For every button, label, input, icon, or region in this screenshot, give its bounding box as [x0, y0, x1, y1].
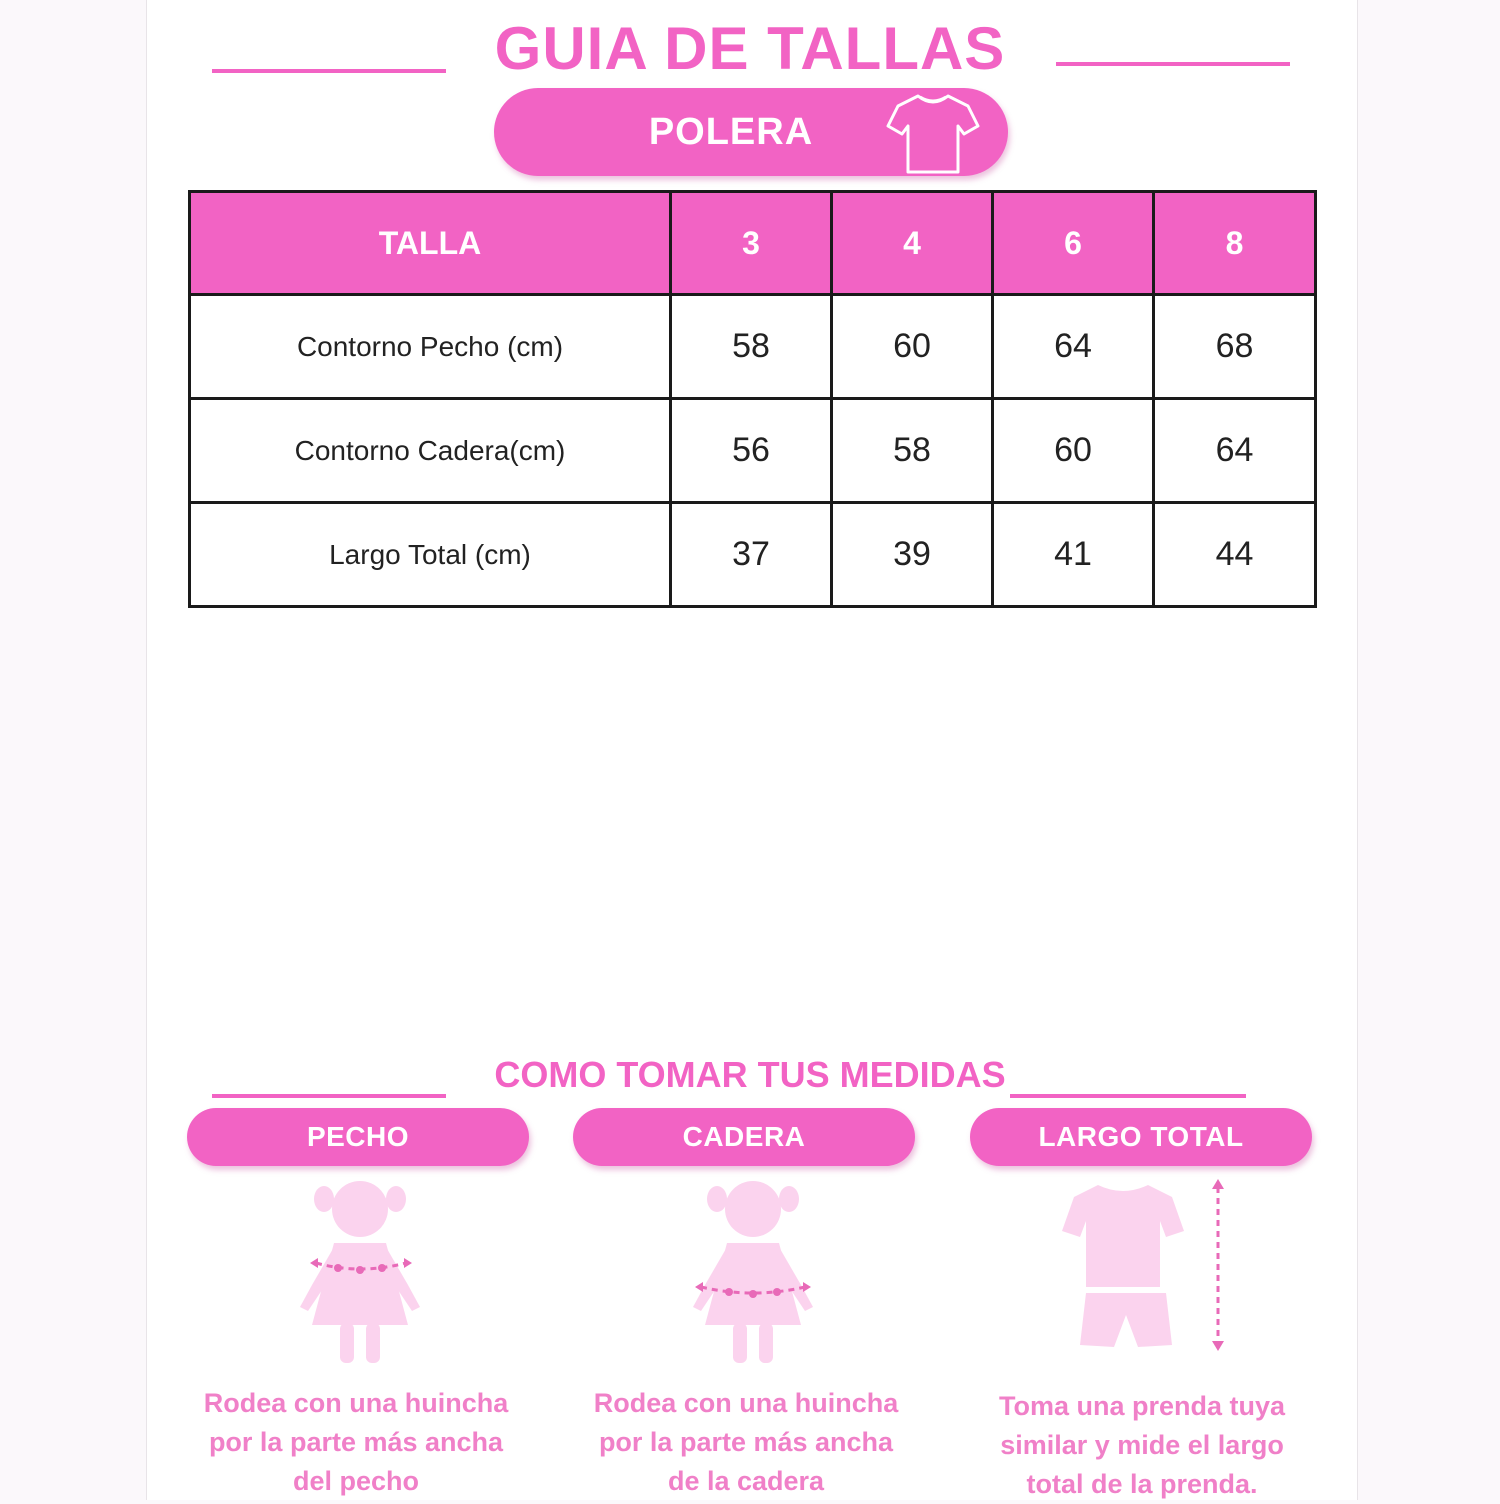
table-cell: 64	[1154, 399, 1316, 503]
table-cell: 68	[1154, 295, 1316, 399]
caption-line: por la parte más ancha	[208, 1427, 504, 1457]
table-cell: 44	[1154, 503, 1316, 607]
table-cell: 39	[832, 503, 993, 607]
measure-label-pecho: PECHO	[187, 1108, 529, 1166]
caption-line: Rodea con una huincha	[593, 1388, 899, 1418]
caption-cadera	[566, 1384, 926, 1501]
caption-line: similar y mide el largo	[1000, 1430, 1284, 1460]
table-cell: 60	[993, 399, 1154, 503]
table-cell: 64	[993, 295, 1154, 399]
caption-line: total de la prenda.	[1026, 1469, 1258, 1499]
caption-line: Toma una prenda tuya	[998, 1391, 1286, 1421]
table-cell: 37	[671, 503, 832, 607]
table-cell: 58	[832, 399, 993, 503]
page-title: GUIA DE TALLAS	[494, 15, 1006, 82]
table-cell: 60	[832, 295, 993, 399]
tshirt-icon	[884, 90, 980, 176]
size-header-row	[190, 192, 1316, 295]
caption-line: de la cadera	[667, 1466, 825, 1496]
section-rule-right	[1010, 1094, 1246, 1098]
caption-pecho	[176, 1384, 536, 1501]
size-header-cell: 3	[671, 192, 832, 295]
measure-label-largo: LARGO TOTAL	[970, 1108, 1312, 1166]
size-header-label: TALLA	[190, 192, 671, 295]
table-cell: 58	[671, 295, 832, 399]
size-header-cell: 8	[1154, 192, 1316, 295]
table-cell: 56	[671, 399, 832, 503]
garment-banner	[494, 88, 1008, 176]
table-row	[190, 295, 1316, 399]
girl-chest-measure-icon	[290, 1175, 430, 1370]
size-header-cell: 4	[832, 192, 993, 295]
row-label: Contorno Cadera(cm)	[190, 399, 671, 503]
caption-line: del pecho	[292, 1466, 420, 1496]
measure-section-title: COMO TOMAR TUS MEDIDAS	[494, 1054, 1006, 1095]
table-row	[190, 399, 1316, 503]
size-header-cell: 6	[993, 192, 1154, 295]
row-label: Largo Total (cm)	[190, 503, 671, 607]
girl-hip-measure-icon	[683, 1175, 823, 1370]
size-table	[188, 190, 1317, 608]
caption-line: por la parte más ancha	[598, 1427, 894, 1457]
title-rule-right	[1056, 62, 1290, 66]
outfit-length-icon	[1058, 1175, 1238, 1355]
garment-label: POLERA	[648, 110, 814, 153]
caption-largo	[962, 1387, 1322, 1504]
measure-label-cadera: CADERA	[573, 1108, 915, 1166]
table-row	[190, 503, 1316, 607]
table-cell: 41	[993, 503, 1154, 607]
caption-line: Rodea con una huincha	[203, 1388, 509, 1418]
row-label: Contorno Pecho (cm)	[190, 295, 671, 399]
